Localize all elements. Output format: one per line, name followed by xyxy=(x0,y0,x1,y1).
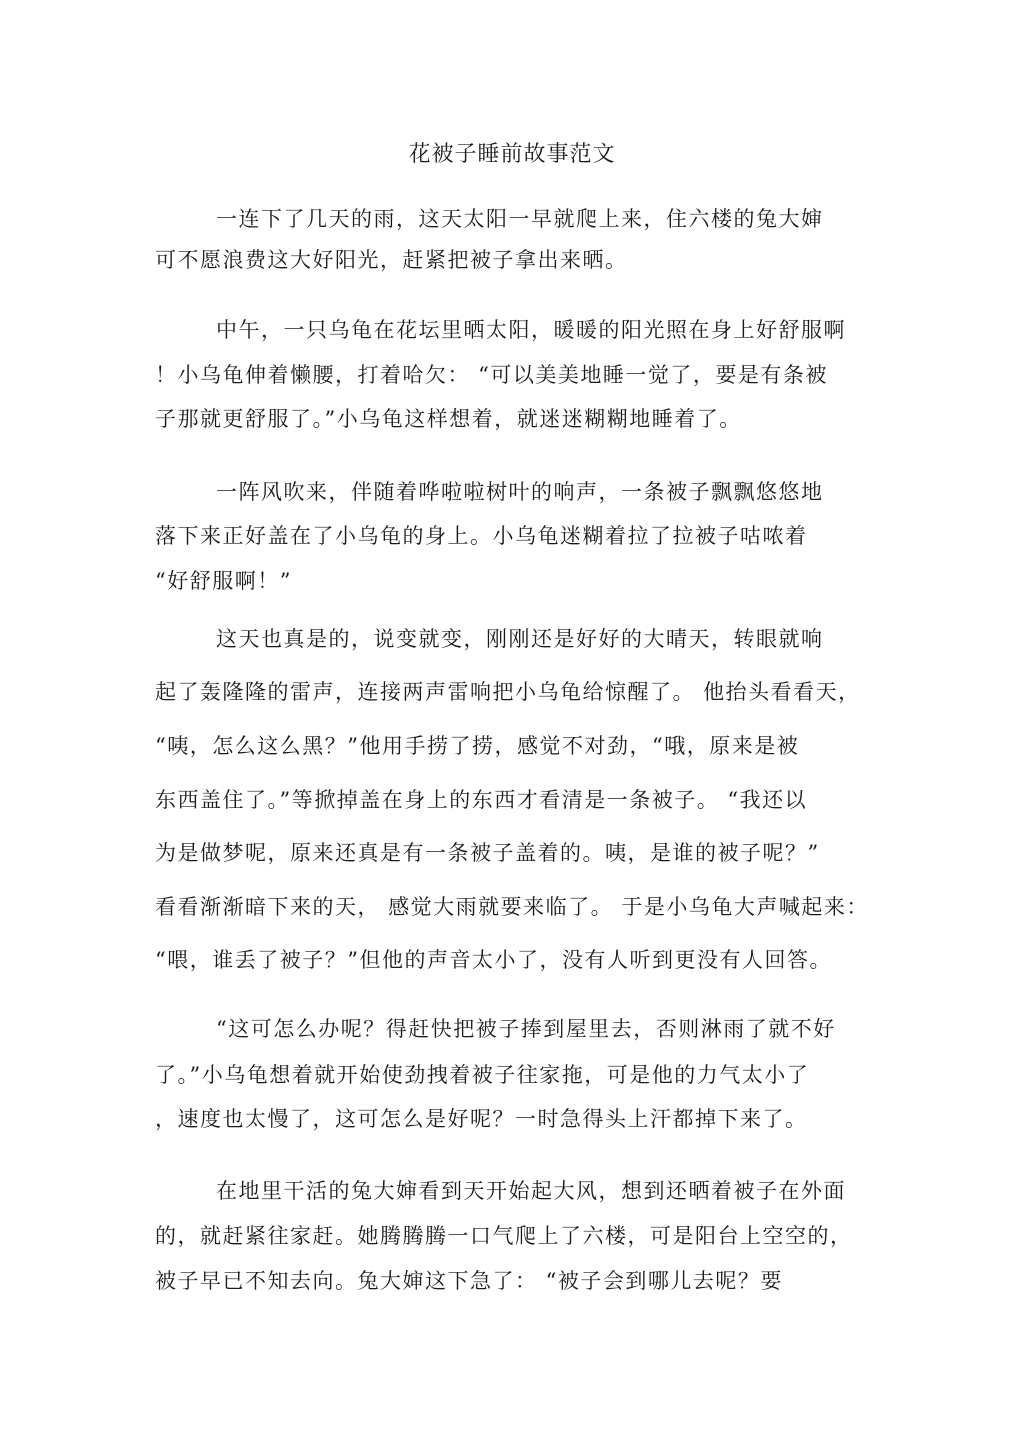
document-title: 花被子睡前故事范文 xyxy=(408,142,616,167)
text-line: 中午，一只乌龟在花坛里晒太阳，暖暖的阳光照在身上好舒服啊 xyxy=(216,318,846,342)
text-line: 东西盖住了。”等掀掉盖在身上的东西才看清是一条被子。 “我还以 xyxy=(155,788,808,812)
text-line: ，速度也太慢了，这可怎么是好呢？一时急得头上汗都掉下来了。 xyxy=(155,1107,808,1131)
text-line: “这可怎么办呢？得赶快把被子捧到屋里去，否则淋雨了就不好 xyxy=(216,1017,836,1041)
text-line: 子那就更舒服了。”小乌龟这样想着，就迷迷糊糊地睡着了。 xyxy=(155,407,742,431)
text-line: 的，就赶紧往家赶。她腾腾腾一口气爬上了六楼，可是阳台上空空的， xyxy=(155,1224,853,1248)
text-line: 落下来正好盖在了小乌龟的身上。小乌龟迷糊着拉了拉被子咕哝着 xyxy=(155,524,808,548)
text-line: “喂，谁丢了被子？”但他的声音太小了，没有人听到更没有人回答。 xyxy=(155,948,832,972)
text-line: 被子早已不知去向。兔大婶这下急了： “被子会到哪儿去呢？要 xyxy=(155,1269,783,1293)
text-line: 可不愿浪费这大好阳光，赶紧把被子拿出来晒。 xyxy=(155,248,628,272)
text-line: 这天也真是的，说变就变，刚刚还是好好的大晴天，转眼就响 xyxy=(216,627,824,651)
text-line: ！小乌龟伸着懒腰，打着哈欠： “可以美美地睡一觉了，要是有条被 xyxy=(155,363,828,387)
text-line: 看看渐渐暗下来的天， 感觉大雨就要来临了。 于是小乌龟大声喊起来： xyxy=(155,895,869,919)
text-line: 一阵风吹来，伴随着哗啦啦树叶的响声，一条被子飘飘悠悠地 xyxy=(216,480,824,504)
text-line: 为是做梦呢，原来还真是有一条被子盖着的。咦，是谁的被子呢？” xyxy=(155,841,820,865)
text-line: “好舒服啊！” xyxy=(155,569,292,593)
text-line: 起了轰隆隆的雷声，连接两声雷响把小乌龟给惊醒了。 他抬头看看天， xyxy=(155,680,861,704)
text-line: 在地里干活的兔大婶看到天开始起大风，想到还晒着被子在外面 xyxy=(216,1179,846,1203)
text-line: “咦，怎么这么黑？”他用手捞了捞，感觉不对劲，“哦，原来是被 xyxy=(155,734,800,758)
text-line: 了。”小乌龟想着就开始使劲拽着被子往家拖，可是他的力气太小了 xyxy=(155,1063,810,1087)
text-line: 一连下了几天的雨，这天太阳一早就爬上来，住六楼的兔大婶 xyxy=(216,207,824,231)
